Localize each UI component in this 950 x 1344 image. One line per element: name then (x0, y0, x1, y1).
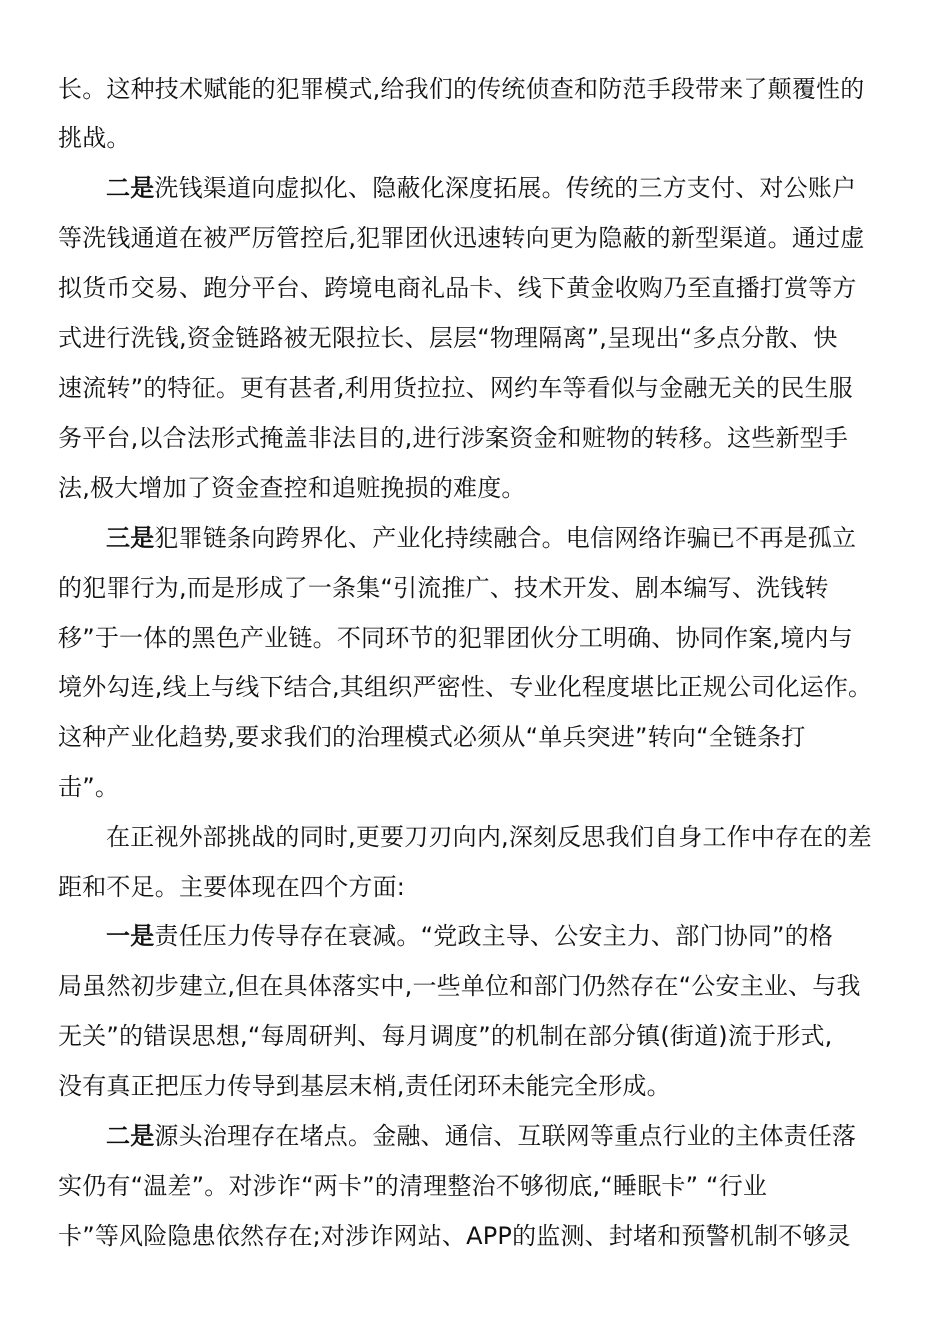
text-line: 式进行洗钱,资金链路被无限拉长、层层“物理隔离”,呈现出“多点分散、快 (58, 324, 838, 352)
text-line: 速流转”的特征。更有甚者,利用货拉拉、网约车等看似与金融无关的民生服 (58, 374, 853, 402)
text-line: 距和不足。主要体现在四个方面: (58, 873, 406, 901)
text-line: 拟货币交易、跑分平台、跨境电商礼品卡、线下黄金收购乃至直播打赏等方 (58, 274, 857, 302)
paragraph-start-line: 在正视外部挑战的同时,更要刀刃向内,深刻反思我们自身工作中存在的差 (106, 823, 872, 851)
text-line: 卡”等风险隐患依然存在;对涉诈网站、APP的监测、封堵和预警机制不够灵 (58, 1222, 851, 1250)
text-line: 的犯罪行为,而是形成了一条集“引流推广、技术开发、剧本编写、洗钱转 (58, 574, 829, 602)
paragraph-start-line: 二是洗钱渠道向虚拟化、隐蔽化深度拓展。传统的三方支付、对公账户 (106, 174, 857, 202)
text-line: 等洗钱通道在被严厉管控后,犯罪团伙迅速转向更为隐蔽的新型渠道。通过虚 (58, 224, 865, 252)
text-line: 法,极大增加了资金查控和追赃挽损的难度。 (58, 474, 526, 502)
bold-lead: 一是 (106, 922, 155, 950)
text-line: 没有真正把压力传导到基层末梢,责任闭环未能完全形成。 (58, 1072, 671, 1100)
text-line: 无关”的错误思想,“每周研判、每月调度”的机制在部分镇(街道)流于形式, (58, 1022, 833, 1050)
text-line: 挑战。 (58, 124, 131, 152)
paragraph-start-line: 二是源头治理存在堵点。金融、通信、互联网等重点行业的主体责任落 (106, 1122, 857, 1150)
bold-lead: 二是 (106, 174, 155, 202)
text-line: 长。这种技术赋能的犯罪模式,给我们的传统侦查和防范手段带来了颠覆性的 (58, 75, 865, 103)
bold-lead: 三是 (106, 524, 155, 552)
bold-lead: 二是 (106, 1122, 155, 1150)
paragraph-start-line: 三是犯罪链条向跨界化、产业化持续融合。电信网络诈骗已不再是孤立 (106, 524, 857, 552)
text-line: 局虽然初步建立,但在具体落实中,一些单位和部门仍然存在“公安主业、与我 (58, 972, 861, 1000)
text-line: 移”于一体的黑色产业链。不同环节的犯罪团伙分工明确、协同作案,境内与 (58, 624, 853, 652)
paragraph-start-line: 一是责任压力传导存在衰减。“党政主导、公安主力、部门协同”的格 (106, 922, 834, 950)
text-line: 境外勾连,线上与线下结合,其组织严密性、专业化程度堪比正规公司化运作。 (58, 673, 873, 701)
text-line: 实仍有“温差”。对涉诈“两卡”的清理整治不够彻底,“睡眠卡” “行业 (58, 1172, 768, 1200)
text-line: 这种产业化趋势,要求我们的治理模式必须从“单兵突进”转向“全链条打 (58, 723, 806, 751)
text-line: 击”。 (58, 773, 120, 801)
text-line: 务平台,以合法形式掩盖非法目的,进行涉案资金和赃物的转移。这些新型手 (58, 424, 849, 452)
